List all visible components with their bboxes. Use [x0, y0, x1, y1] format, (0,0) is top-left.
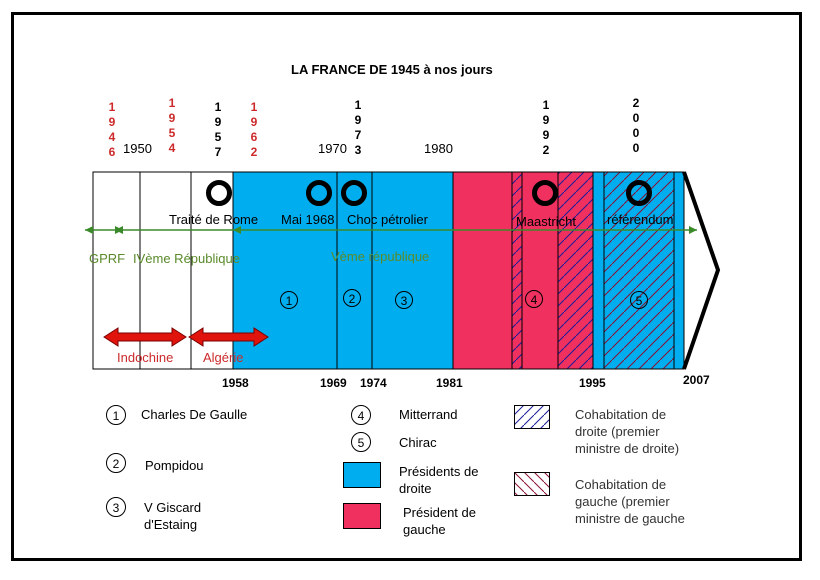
- band-number-4: 4: [525, 290, 543, 308]
- legend-droite-2: droite: [399, 481, 432, 496]
- year-1950: 1950: [123, 141, 152, 156]
- band-number-5: 5: [630, 291, 648, 309]
- year-1973: 1 9 7 3: [354, 98, 362, 157]
- year-1995: 1995: [579, 376, 606, 390]
- band-droite-1958-1981: [233, 172, 453, 369]
- legend-mitterrand: Mitterrand: [399, 407, 458, 422]
- legend-giscard-2: d'Estaing: [144, 517, 198, 532]
- legend-swatch-cohab-gauche: [514, 472, 550, 496]
- timeline-arrowhead: [684, 172, 718, 369]
- year-1970: 1970: [318, 141, 347, 156]
- legend-cohab-gauche-1: Cohabitation de: [575, 477, 667, 492]
- legend-number-2: 2: [106, 453, 126, 473]
- legend-giscard-1: V Giscard: [144, 500, 202, 515]
- legend-cohab-gauche-2: gauche (premier: [575, 494, 670, 509]
- year-1980: 1980: [424, 141, 453, 156]
- year-1946: 1 9 4 6: [108, 100, 116, 159]
- legend-swatch-droite: [343, 462, 381, 488]
- legend-number-5: 5: [351, 432, 371, 452]
- war-algerie: Algérie: [203, 350, 244, 365]
- war-indochine: Indochine: [117, 350, 174, 365]
- cohab-droite-1986: [512, 172, 522, 369]
- legend-swatch-gauche: [343, 503, 381, 529]
- year-2007: 2007: [683, 373, 710, 387]
- year-2000: 2 0 0 0: [632, 96, 640, 155]
- band-number-3: 3: [395, 291, 413, 309]
- year-1992: 1 9 9 2: [542, 98, 550, 157]
- event-ring-mai68: [306, 180, 332, 206]
- legend-pompidou: Pompidou: [145, 458, 204, 473]
- event-label-mai68: Mai 1968: [281, 212, 335, 227]
- diagram-title: LA FRANCE DE 1945 à nos jours: [291, 62, 493, 77]
- event-label-rome: Traité de Rome: [169, 212, 259, 227]
- legend-cohab-droite-1: Cohabitation de: [575, 407, 667, 422]
- event-ring-choc: [341, 180, 367, 206]
- year-1981: 1981: [436, 376, 463, 390]
- band-number-1: 1: [280, 291, 298, 309]
- year-1957: 1 9 5 7: [214, 100, 222, 159]
- period-vrep: Vème république: [331, 249, 430, 264]
- legend-cohab-gauche-3: ministre de gauche: [575, 511, 685, 526]
- legend-de-gaulle: Charles De Gaulle: [141, 407, 248, 422]
- legend-chirac: Chirac: [399, 435, 437, 450]
- event-label-choc: Choc pétrolier: [347, 212, 428, 227]
- year-1974: 1974: [360, 376, 387, 390]
- legend-cohab-droite-3: ministre de droite): [575, 441, 680, 456]
- year-1958: 1958: [222, 376, 249, 390]
- period-ivrep: IVème République: [133, 251, 240, 266]
- period-gprf: GPRF: [89, 251, 126, 266]
- legend-number-3: 3: [106, 497, 126, 517]
- event-ring-rome: [206, 180, 232, 206]
- year-1962: 1 9 6 2: [250, 100, 258, 159]
- event-label-maastricht: Maastricht: [516, 214, 576, 229]
- legend-droite-1: Présidents de: [399, 464, 479, 479]
- event-ring-referendum: [626, 180, 652, 206]
- event-label-referendum: référendum: [607, 212, 674, 227]
- legend-gauche-2: gauche: [403, 522, 446, 537]
- legend-number-4: 4: [351, 405, 371, 425]
- legend-gauche-1: Président de: [403, 505, 476, 520]
- legend-cohab-droite-2: droite (premier: [575, 424, 660, 439]
- event-ring-maastricht: [532, 180, 558, 206]
- year-1954: 1 9 5 4: [168, 96, 176, 155]
- legend-number-1: 1: [106, 405, 126, 425]
- cohab-droite-1993: [558, 172, 593, 369]
- band-number-2: 2: [343, 289, 361, 307]
- legend-swatch-cohab-droite: [514, 405, 550, 429]
- year-1969: 1969: [320, 376, 347, 390]
